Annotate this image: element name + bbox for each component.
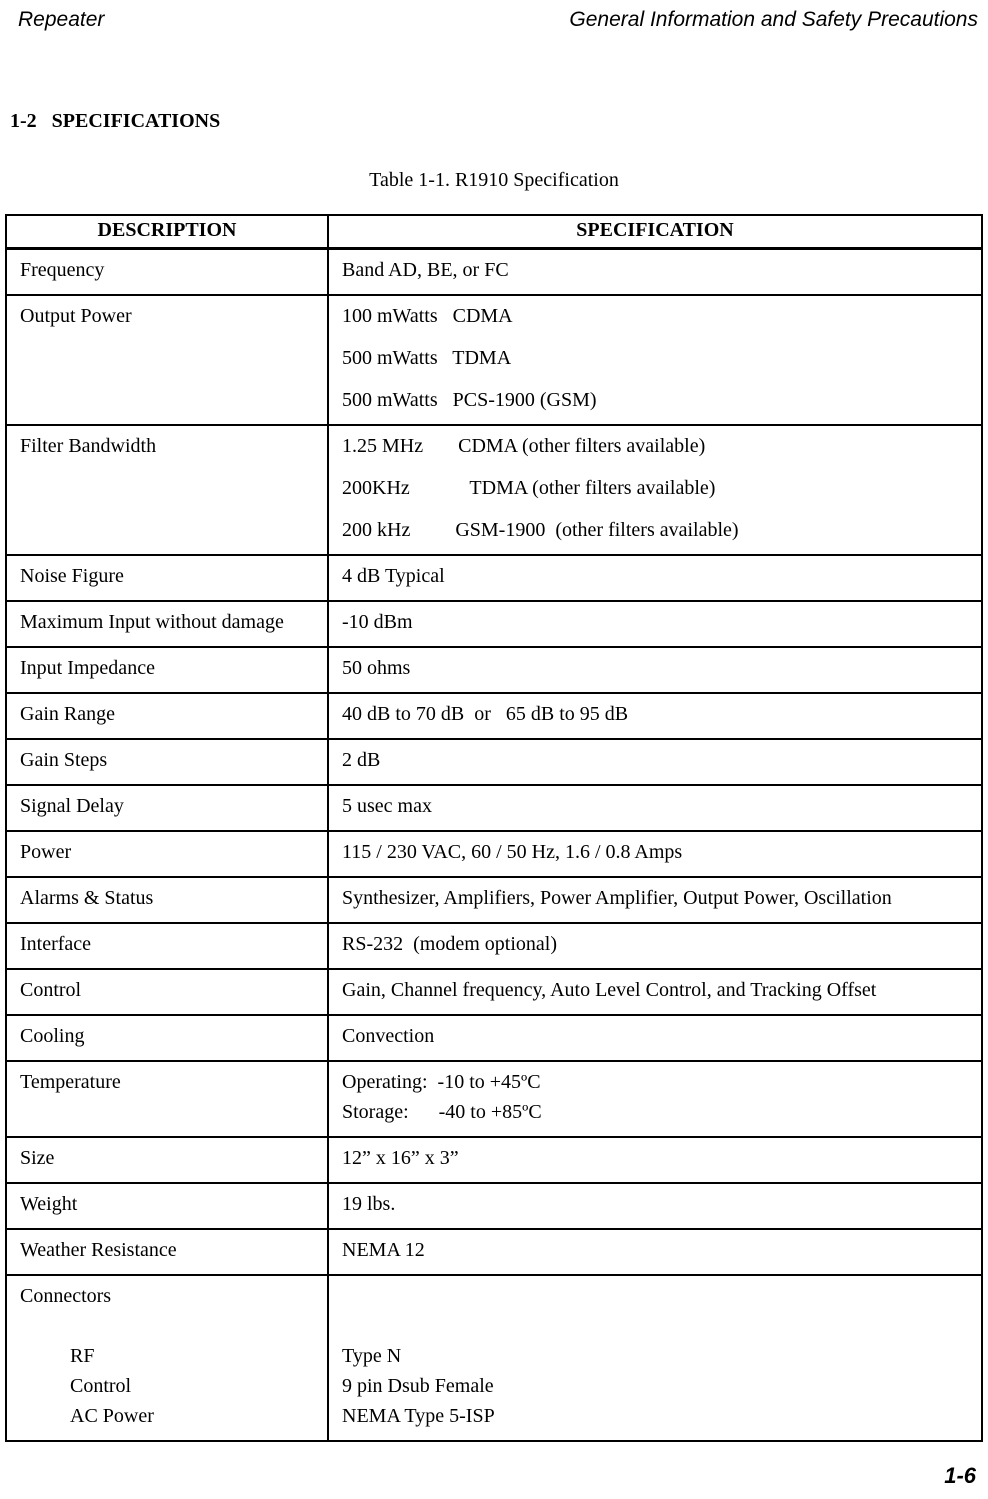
specification-cell [328, 1015, 982, 1061]
specification-cell [328, 1183, 982, 1229]
description-cell [6, 647, 328, 693]
column-header-description: DESCRIPTION [6, 215, 328, 249]
table-row [6, 1275, 982, 1441]
cell-line: NEMA Type 5-ISP [342, 1405, 495, 1427]
cell-line: Interface [20, 933, 92, 955]
table-row [6, 555, 982, 601]
specification-cell [328, 969, 982, 1015]
cell-line [342, 1285, 973, 1308]
table-row [6, 785, 982, 831]
specification-cell [328, 693, 982, 739]
description-cell [6, 923, 328, 969]
cell-line: 500 mWatts TDMA [342, 347, 512, 369]
cell-line: Weather Resistance [20, 1239, 177, 1261]
cell-line: Synthesizer, Amplifiers, Power Amplifier, Output Power, Oscillation [342, 887, 892, 909]
specification-cell [328, 295, 982, 425]
cell-line: 5 usec max [342, 795, 432, 817]
table-row [6, 969, 982, 1015]
cell-line: 9 pin Dsub Female [342, 1375, 494, 1397]
cell-line: Gain, Channel frequency, Auto Level Control, and Tracking Offset [342, 979, 877, 1001]
specification-cell [328, 647, 982, 693]
cell-line [20, 1315, 319, 1338]
description-cell [6, 969, 328, 1015]
cell-line: RF [20, 1345, 95, 1367]
description-cell [6, 295, 328, 425]
description-cell [6, 425, 328, 555]
table-row [6, 1183, 982, 1229]
description-cell [6, 1137, 328, 1183]
header-right-title: General Information and Safety Precautions [569, 8, 978, 31]
cell-line: -10 dBm [342, 611, 413, 633]
table-row [6, 295, 982, 425]
cell-line: Size [20, 1147, 55, 1169]
description-cell [6, 249, 328, 296]
table-header-row [6, 215, 982, 249]
description-cell [6, 739, 328, 785]
section-heading: 1-2 SPECIFICATIONS [10, 110, 221, 132]
specification-cell [328, 923, 982, 969]
specification-cell [328, 1061, 982, 1137]
description-cell [6, 831, 328, 877]
cell-line: Alarms & Status [20, 887, 154, 909]
cell-line: NEMA 12 [342, 1239, 425, 1261]
specification-cell [328, 601, 982, 647]
cell-line: Band AD, BE, or FC [342, 259, 509, 281]
cell-line: Weight [20, 1193, 78, 1215]
cell-line: Power [20, 841, 72, 863]
cell-line: AC Power [20, 1405, 154, 1427]
specification-cell [328, 555, 982, 601]
cell-line: 50 ohms [342, 657, 411, 679]
cell-line: 12” x 16” x 3” [342, 1147, 459, 1169]
specification-cell [328, 739, 982, 785]
table-row [6, 647, 982, 693]
specification-cell [328, 831, 982, 877]
cell-line: Type N [342, 1345, 402, 1367]
page-header [0, 0, 988, 32]
table-row [6, 1229, 982, 1275]
description-cell [6, 1183, 328, 1229]
cell-line: Signal Delay [20, 795, 124, 817]
cell-line: Noise Figure [20, 565, 124, 587]
cell-line: Output Power [20, 305, 132, 327]
cell-line: 19 lbs. [342, 1193, 396, 1215]
page-number: 1-6 [944, 1463, 976, 1488]
description-cell [6, 1275, 328, 1441]
cell-line [342, 1315, 973, 1338]
cell-line: 115 / 230 VAC, 60 / 50 Hz, 1.6 / 0.8 Amps [342, 841, 683, 863]
description-cell [6, 601, 328, 647]
cell-line: 1.25 MHz CDMA (other filters available) [342, 435, 706, 457]
table-row [6, 693, 982, 739]
description-cell [6, 555, 328, 601]
cell-line: Control [20, 1375, 132, 1397]
cell-line: Input Impedance [20, 657, 155, 679]
specification-cell [328, 249, 982, 296]
cell-line: Maximum Input without damage [20, 611, 284, 633]
specification-cell [328, 1229, 982, 1275]
column-header-specification: SPECIFICATION [328, 215, 982, 249]
description-cell [6, 785, 328, 831]
table-row [6, 877, 982, 923]
table-row [6, 923, 982, 969]
description-cell [6, 1229, 328, 1275]
cell-line: Temperature [20, 1071, 121, 1093]
specification-cell [328, 785, 982, 831]
description-cell [6, 1015, 328, 1061]
table-row [6, 249, 982, 296]
table-row [6, 831, 982, 877]
specification-cell [328, 425, 982, 555]
cell-line: Frequency [20, 259, 105, 281]
cell-line: Control [20, 979, 82, 1001]
table-row [6, 425, 982, 555]
header-left-title: Repeater [18, 8, 105, 31]
table-row [6, 1061, 982, 1137]
cell-line: Cooling [20, 1025, 85, 1047]
cell-line: Connectors [20, 1285, 112, 1307]
cell-line: Convection [342, 1025, 435, 1047]
description-cell [6, 693, 328, 739]
cell-line: 2 dB [342, 749, 381, 771]
cell-line: Filter Bandwidth [20, 435, 157, 457]
table-row [6, 1137, 982, 1183]
cell-line: 200KHz TDMA (other filters available) [342, 477, 716, 499]
specification-cell [328, 1137, 982, 1183]
table-caption: Table 1-1. R1910 Specification [369, 169, 619, 191]
cell-line: Storage: -40 to +85ºC [342, 1101, 542, 1123]
table-row [6, 1015, 982, 1061]
cell-line: 100 mWatts CDMA [342, 305, 513, 327]
specification-cell [328, 877, 982, 923]
cell-line: Gain Range [20, 703, 115, 725]
description-cell [6, 1061, 328, 1137]
specification-cell [328, 1275, 982, 1441]
cell-line: 40 dB to 70 dB or 65 dB to 95 dB [342, 703, 629, 725]
specification-table [5, 214, 983, 1442]
cell-line: 200 kHz GSM-1900 (other filters available) [342, 519, 739, 541]
cell-line: 500 mWatts PCS-1900 (GSM) [342, 389, 597, 411]
description-cell [6, 877, 328, 923]
table-row [6, 601, 982, 647]
cell-line: Operating: -10 to +45ºC [342, 1071, 541, 1093]
table-row [6, 739, 982, 785]
cell-line: RS-232 (modem optional) [342, 933, 557, 955]
cell-line: Gain Steps [20, 749, 108, 771]
cell-line: 4 dB Typical [342, 565, 445, 587]
